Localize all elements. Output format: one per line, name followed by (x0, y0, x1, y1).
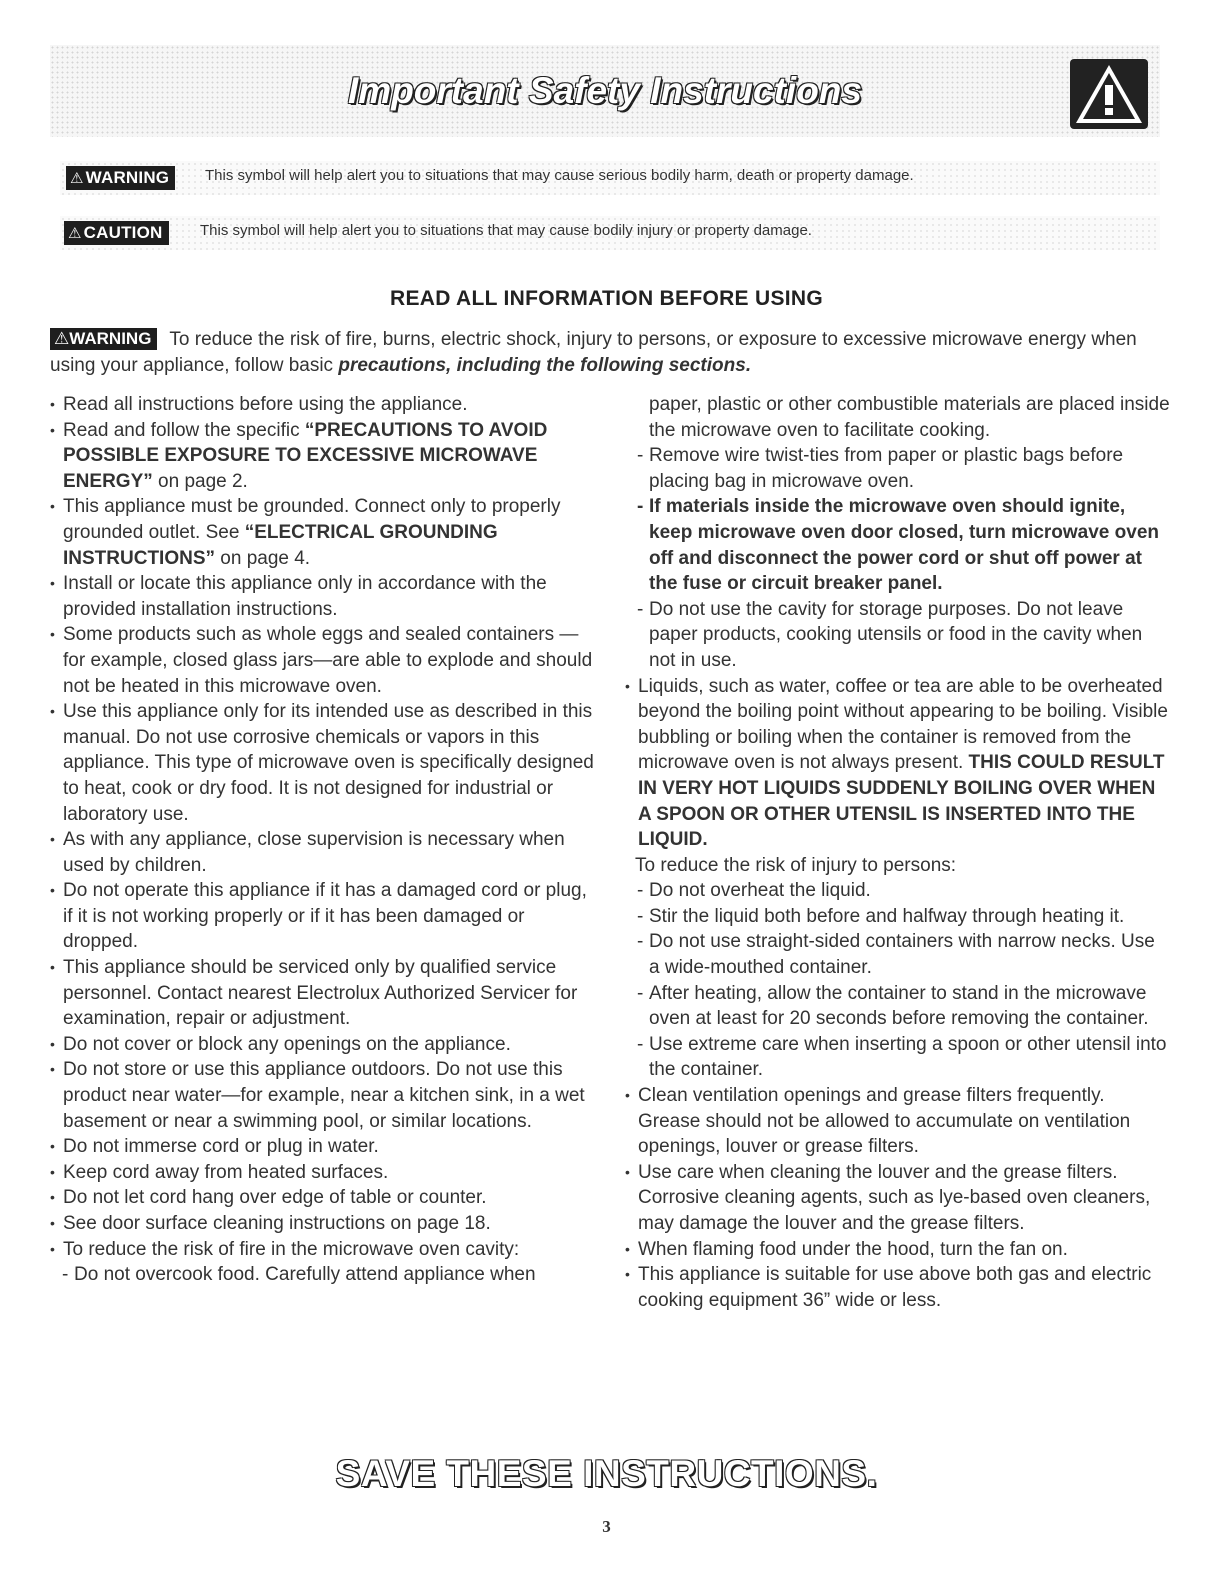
plain-paragraph: To reduce the risk of injury to persons: (635, 854, 957, 876)
list-item: • Use care when cleaning the louver and the grease filters. Corrosive cleaning agents, such as lye-based oven cleaners, may damage the louver and the grease filters. (625, 1160, 1170, 1237)
caution-triangle-small-icon: ⚠ (68, 225, 82, 242)
list-item: • Some products such as whole eggs and sealed containers —for example, closed glass jars—are able to explode and should not be heated in this microwave oven. (50, 622, 595, 699)
header-band (50, 45, 1160, 137)
warning-badge-label: WARNING (85, 168, 170, 187)
caution-legend-text: This symbol will help alert you to situations that may cause bodily injury or property damage. (200, 222, 812, 239)
sub-item: - Use extreme care when inserting a spoon or other utensil into the container. (625, 1032, 1170, 1083)
page-title: Important Safety Instructions (348, 70, 862, 111)
sub-item: - Do not use straight-sided containers with narrow necks. Use a wide-mouthed container. (625, 929, 1170, 980)
page-number: 3 (602, 1517, 611, 1536)
sub-item: - Do not use the cavity for storage purposes. Do not leave paper products, cooking utensils or food in the cavity when not in use. (625, 597, 1170, 674)
item-text: on page 2. (152, 470, 248, 492)
list-item: • Do not operate this appliance if it has a damaged cord or plug, if it is not working properly or if it has been damaged or dropped. (50, 878, 595, 955)
list-item (625, 674, 1170, 853)
save-instructions-heading: SAVE THESE INSTRUCTIONS. (335, 1453, 878, 1494)
list-item: • As with any appliance, close supervision is necessary when used by children. (50, 827, 595, 878)
intro-text: To reduce the risk of fire, burns, electric shock, injury to persons, or exposure to excessive microwave energy when using your appliance, follow basic (50, 329, 1137, 376)
list-item: • Do not let cord hang over edge of table or counter. (50, 1185, 595, 1211)
list-item: • Keep cord away from heated surfaces. (50, 1160, 595, 1186)
list-item: • To reduce the risk of fire in the microwave oven cavity: (50, 1237, 595, 1263)
list-item: • Do not immerse cord or plug in water. (50, 1134, 595, 1160)
item-text: on page 4. (215, 547, 311, 569)
item-text: Read and follow the specific (63, 419, 305, 441)
list-item (50, 418, 595, 495)
sub-item-bold: - If materials inside the microwave oven should ignite, keep microwave oven door closed, turn microwave oven off and disconnect the power cord or shut off power at the fuse or circuit breaker panel. (625, 494, 1170, 596)
item-text: This appliance must be grounded. Connect only to properly grounded outlet. See (63, 496, 561, 543)
intro-badge-label: WARNING (69, 329, 152, 348)
warning-legend-text: This symbol will help alert you to situations that may cause serious bodily harm, death or property damage. (205, 167, 914, 184)
continued-text: paper, plastic or other combustible materials are placed inside the microwave oven to facilitate cooking. (649, 394, 1170, 441)
sub-item: - Do not overheat the liquid. (625, 878, 1170, 904)
sub-item: - After heating, allow the container to stand in the microwave oven at least for 20 seconds before removing the container. (625, 981, 1170, 1032)
item-bold-text: THIS COULD RESULT IN VERY HOT LIQUIDS SUDDENLY BOILING OVER WHEN A SPOON OR OTHER UTENSIL IS INSERTED INTO THE LIQUID. (638, 752, 1165, 851)
sub-item: - Stir the liquid both before and halfway through heating it. (625, 904, 1170, 930)
list-item: • This appliance should be serviced only by qualified service personnel. Contact nearest Electrolux Authorized Servicer for examination, repair or adjustment. (50, 955, 595, 1032)
left-column (50, 392, 595, 1288)
caution-legend-row (60, 216, 1160, 250)
list-item (50, 494, 595, 571)
right-column (625, 392, 1170, 1313)
list-item: • Use this appliance only for its intended use as described in this manual. Do not use corrosive chemicals or vapors in this appliance. This type of microwave oven is specifically designed to heat, cook or dry food. It is not designed for industrial or laboratory use. (50, 699, 595, 827)
sub-item: - Remove wire twist-ties from paper or plastic bags before placing bag in microwave oven. (625, 443, 1170, 494)
caution-badge (64, 221, 169, 245)
intro-warning-badge: ⚠WARNING (50, 328, 157, 350)
list-item: • Install or locate this appliance only in accordance with the provided installation instructions. (50, 571, 595, 622)
warning-triangle-icon (1070, 59, 1148, 129)
intro-paragraph (50, 327, 1160, 379)
item-bold-text: “ELECTRICAL GROUNDING INSTRUCTIONS” (63, 521, 498, 569)
list-item: • See door surface cleaning instructions on page 18. (50, 1211, 595, 1237)
item-bold-text: “PRECAUTIONS TO AVOID POSSIBLE EXPOSURE TO EXCESSIVE MICROWAVE ENERGY” (63, 419, 548, 492)
intro-emphasis: precautions, including the following sections. (338, 355, 752, 376)
list-item: • When flaming food under the hood, turn the fan on. (625, 1237, 1170, 1263)
list-item: • This appliance is suitable for use above both gas and electric cooking equipment 36” wide or less. (625, 1262, 1170, 1313)
sub-item: - Do not overcook food. Carefully attend appliance when (50, 1262, 595, 1288)
warning-legend-row (60, 161, 1160, 195)
warning-triangle-small-icon: ⚠ (70, 170, 84, 187)
list-item: • Do not cover or block any openings on the appliance. (50, 1032, 595, 1058)
warning-badge (66, 166, 175, 190)
read-all-heading: READ ALL INFORMATION BEFORE USING (389, 287, 823, 310)
list-item: • Read all instructions before using the appliance. (50, 392, 595, 418)
caution-badge-label: CAUTION (83, 223, 163, 242)
list-item: • Clean ventilation openings and grease filters frequently. Grease should not be allowed to accumulate on ventilation openings, louver or grease filters. (625, 1083, 1170, 1160)
list-item: • Do not store or use this appliance outdoors. Do not use this product near water—for example, near a kitchen sink, in a wet basement or near a swimming pool, or similar locations. (50, 1057, 595, 1134)
item-text: Liquids, such as water, coffee or tea are able to be overheated beyond the boiling point without appearing to be boiling. Visible bubbling or boiling when the container is removed from the microwave oven is not always present. (638, 675, 1168, 774)
